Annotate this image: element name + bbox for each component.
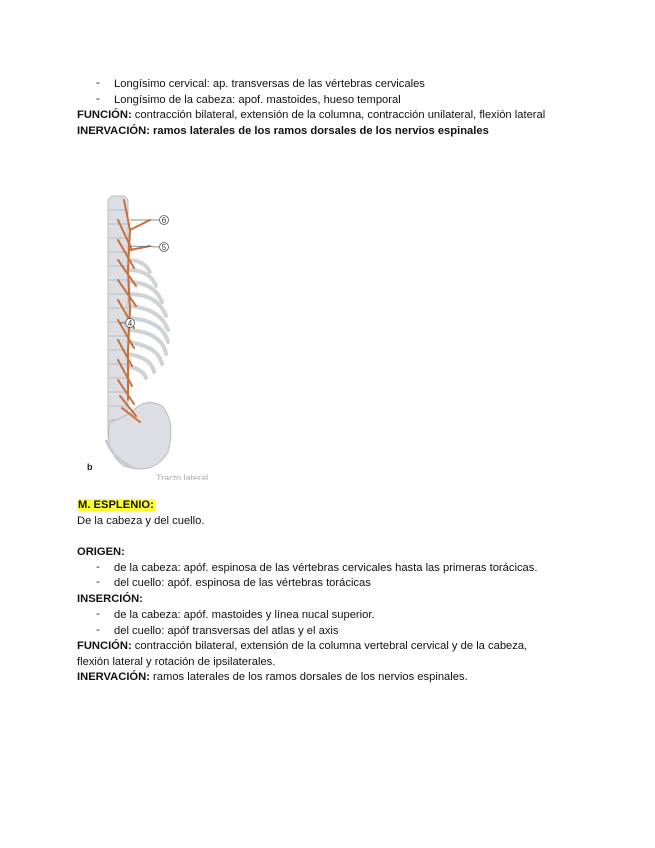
marker-5: 5: [161, 243, 167, 252]
bullet-dash: -: [96, 561, 100, 573]
insercion-label: INSERCIÓN:: [77, 593, 143, 605]
list-item: de la cabeza: apóf. mastoides y línea nucal superior.: [114, 609, 375, 621]
marker-4: 4: [127, 319, 133, 328]
spine-muscle-figure: [84, 190, 244, 480]
inervacion-text: ramos laterales de los ramos dorsales de los nervios espinales.: [149, 671, 468, 683]
marker-6: 6: [161, 216, 167, 225]
list-item: Longísimo cervical: ap. transversas de las vértebras cervicales: [114, 78, 425, 90]
panel-label: b: [87, 462, 93, 472]
funcion-label: FUNCIÓN:: [77, 109, 132, 121]
funcion-label: FUNCIÓN:: [77, 640, 132, 652]
funcion-text: contracción bilateral, extensión de la columna vertebral cervical y de la cabeza,: [131, 640, 528, 652]
inervacion-line: INERVACIÓN: ramos laterales de los ramos dorsales de los nervios espinales: [77, 125, 489, 137]
funcion-text: contracción bilateral, extensión de la columna, contracción unilateral, flexión lateral: [131, 109, 546, 121]
list-item: de la cabeza: apóf. espinosa de las vértebras cervicales hasta las primeras torácicas.: [114, 562, 538, 574]
bullet-dash: -: [96, 624, 100, 636]
figure-caption: Tracto lateral: [156, 473, 209, 480]
esplenio-funcion-line: [77, 639, 527, 653]
bullet-dash: -: [96, 608, 100, 620]
bullet-dash: -: [96, 93, 100, 105]
funcion-line: [77, 108, 545, 122]
list-item: del cuello: apóf transversas del atlas y el axis: [114, 625, 339, 637]
esplenio-title: M. ESPLENIO:: [78, 499, 154, 511]
bullet-dash: -: [96, 576, 100, 588]
esplenio-inervacion-line: [77, 670, 468, 684]
bullet-dash: -: [96, 77, 100, 89]
list-item: del cuello: apóf. espinosa de las vértebras torácicas: [114, 577, 371, 589]
list-item: Longísimo de la cabeza: apof. mastoides, hueso temporal: [114, 94, 401, 106]
esplenio-funcion-cont: flexión lateral y rotación de ipsilaterales.: [77, 656, 276, 668]
origen-label: ORIGEN:: [77, 546, 125, 558]
esplenio-subtitle: De la cabeza y del cuello.: [77, 515, 205, 527]
bone-structure: [106, 196, 171, 469]
inervacion-label: INERVACIÓN:: [77, 671, 150, 683]
section-title: [77, 498, 155, 512]
